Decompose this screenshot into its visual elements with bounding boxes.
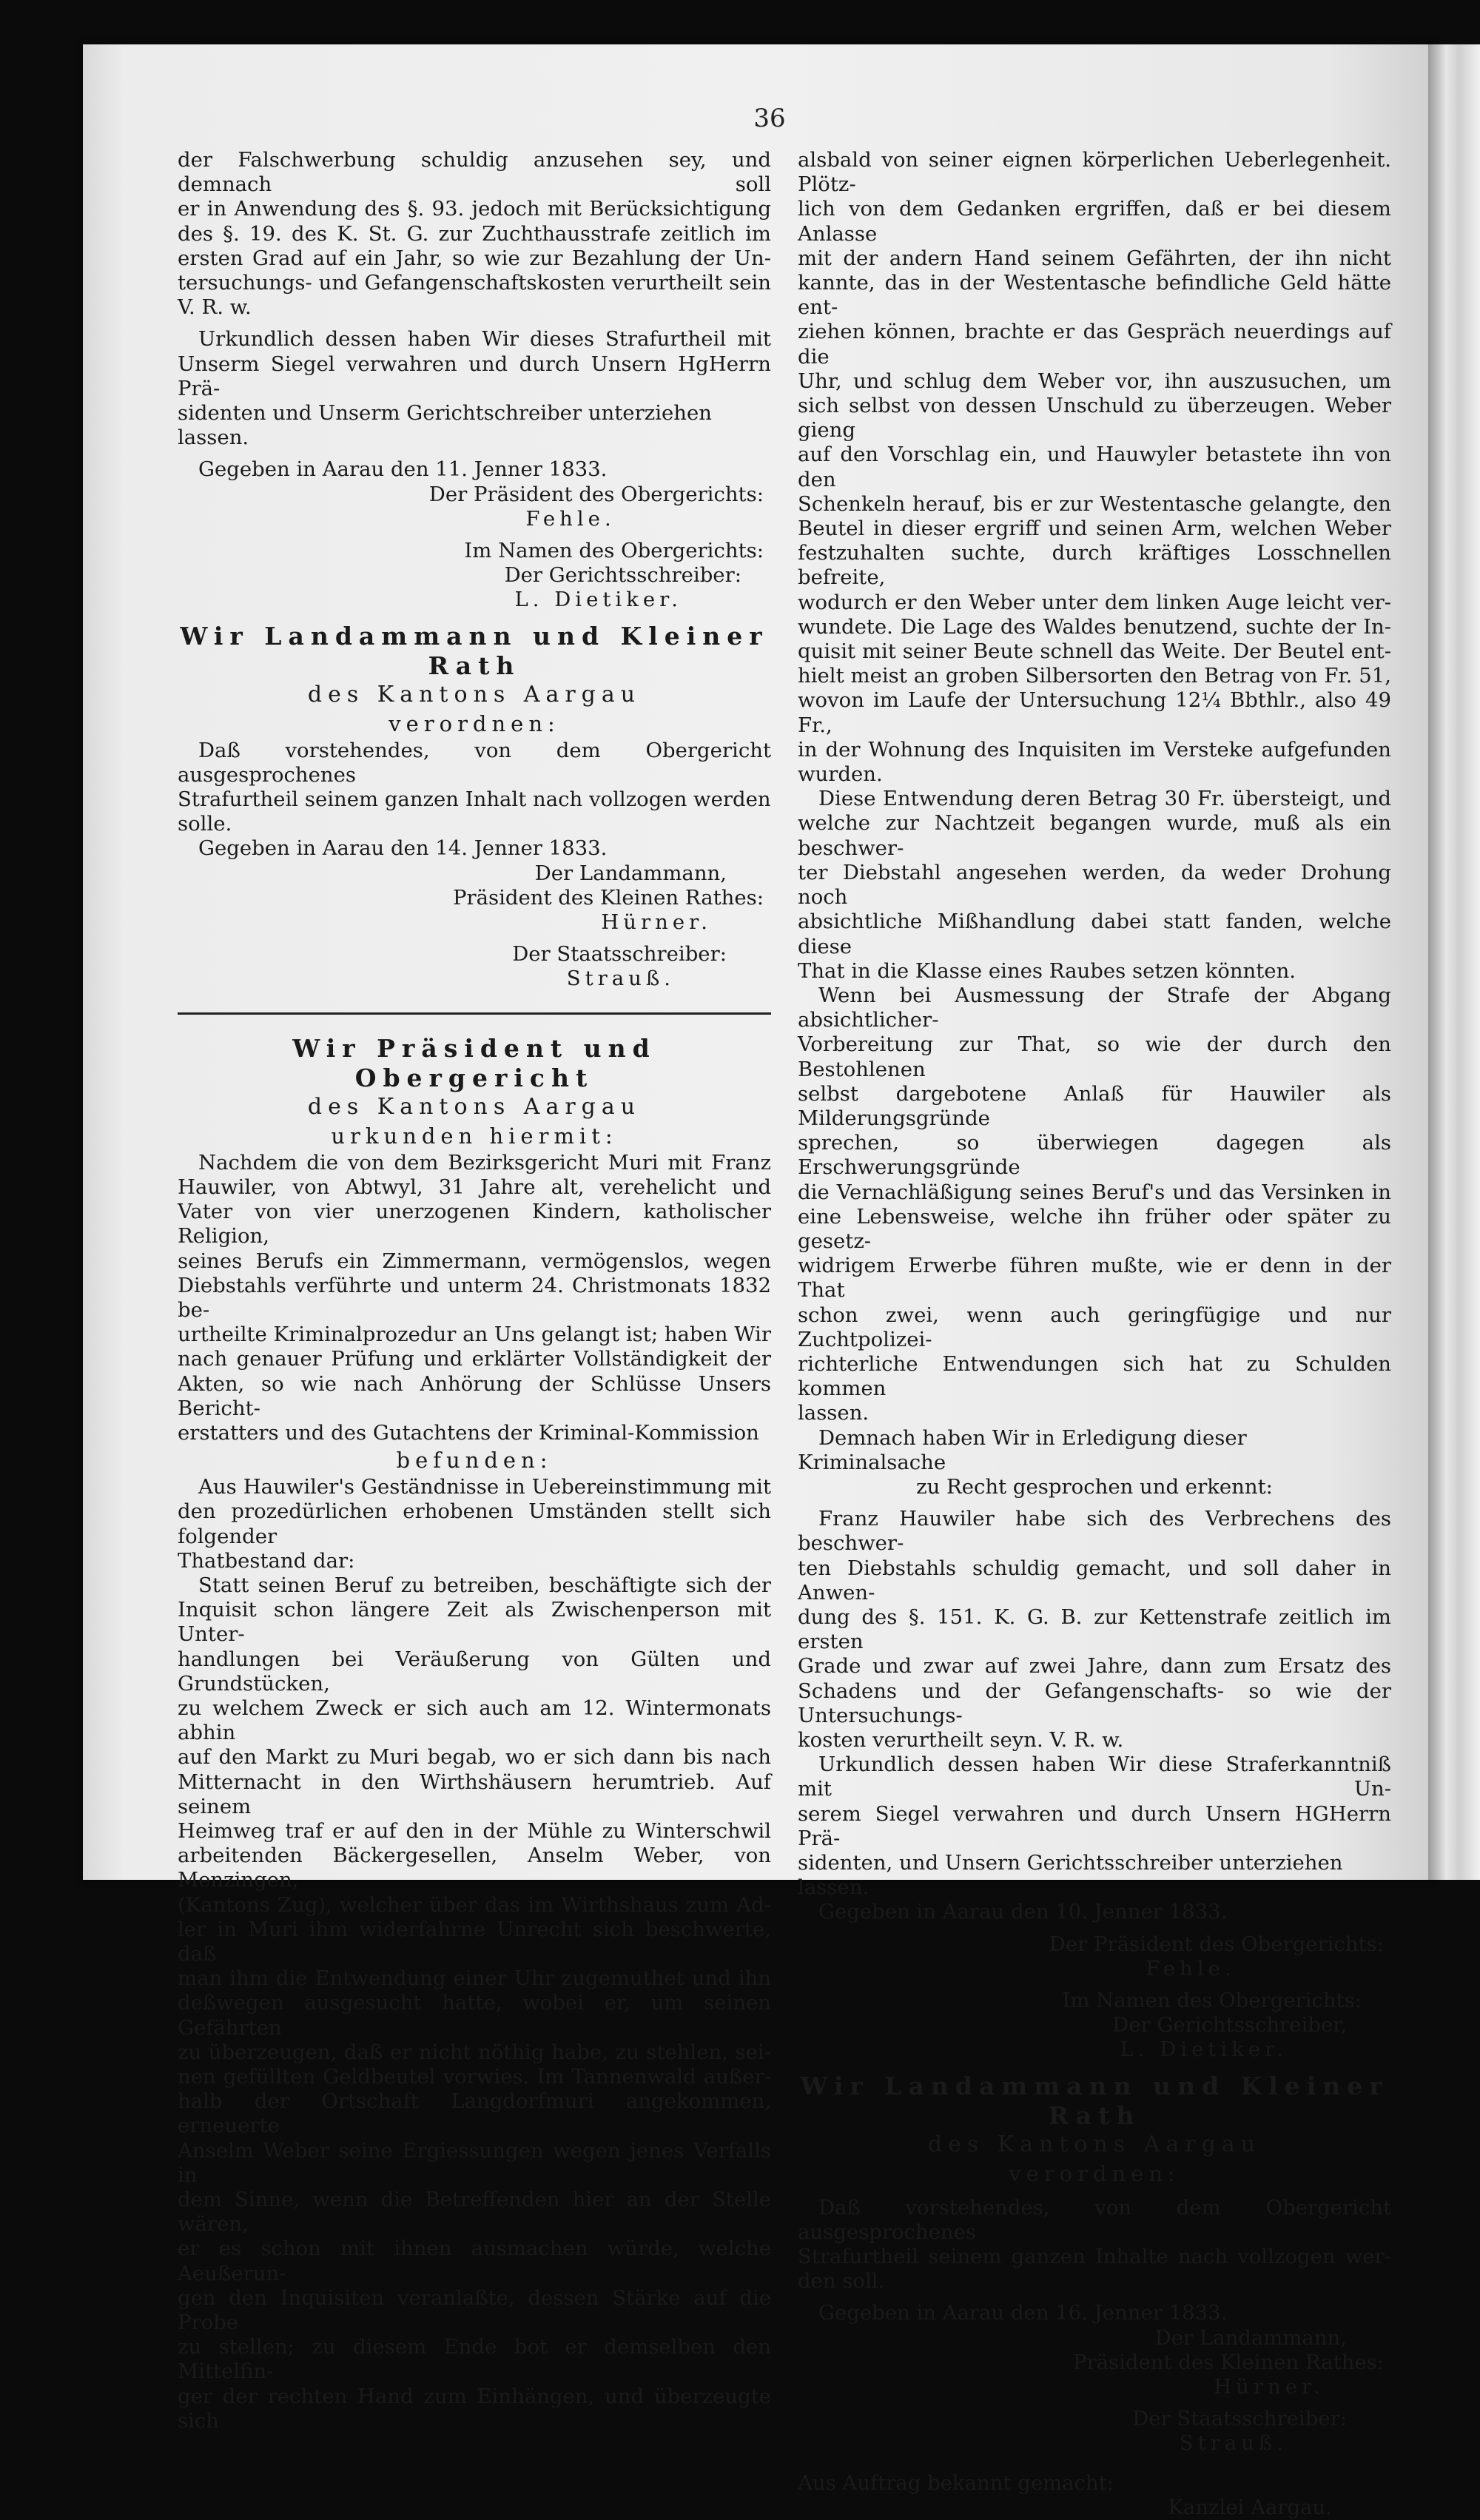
text-line: in der Wohnung des Inquisiten im Versteke aufgefunden [798,737,1391,762]
president-name: Fehle. [1146,1956,1236,1980]
text-line: serem Siegel verwahren und durch Unsern HGHerrn Prä- [798,1801,1391,1850]
text-line: Diese Entwendung deren Betrag 30 Fr. übersteigt, und [818,787,1391,811]
text-line: schon zwei, wenn auch geringfügige und nur Zuchtpolizei- [798,1303,1391,1351]
chancellery-name: Kanzlei Aargau. [1168,2495,1332,2519]
text-line: sidenten, und Unsern Gerichtsschreiber unterziehen lassen. [798,1851,1343,1900]
section-divider [178,1012,771,1015]
text-line: hielt meist an groben Silbersorten den Betrag von Fr. 51, [798,664,1391,688]
text-line: ersten Grad auf ein Jahr, so wie zur Bezahlung der Un- [178,246,771,270]
findings-heading: befunden: [396,1448,553,1474]
text-line: Unserm Siegel verwahren und durch Unsern HgHerrn Prä- [178,352,771,400]
text-line: zu stellen; zu diesem Ende bot er demselben den Mittelfin- [178,2335,771,2384]
text-line: That in die Klasse eines Raubes setzen könnten. [798,958,1296,983]
president-label: Der Präsident des Obergerichts: [1049,1932,1384,1956]
text-line: nach genauer Prüfung und erklärter Vollständigkeit der [178,1347,771,1371]
text-line: wurden. [798,762,883,787]
page-number: 36 [753,104,786,133]
text-line: zu überzeugen, daß er nicht nöthig habe, zu stehlen, sei- [178,2040,771,2064]
franz-paragraph [798,1507,1391,1753]
text-line: widrigem Erwerbe führen mußte, wie er denn in der That [798,1254,1391,1303]
court-decree-heading: urkunden hiermit: [331,1123,618,1149]
text-line: Strafurtheil seinem ganzen Inhalte nach vollzogen wer- [798,2245,1391,2269]
text-line: Mitternacht in den Wirthshäusern herumtrieb. Auf seinem [178,1770,771,1818]
left-column [178,148,771,2433]
on-behalf-label: Im Namen des Obergerichts: [464,539,764,563]
text-line: arbeitenden Bäckergesellen, Anselm Weber, von Menzingen, [178,1844,771,1892]
landammann-title: Präsident des Kleinen Rathes: [1072,2350,1384,2374]
text-line: Diebstahls verführte und unterm 24. Christmonats 1832 be- [178,1273,771,1322]
text-line: alsbald von seiner eignen körperlichen Ueberlegenheit. Plötz- [798,148,1391,197]
clerk-name: L. Dietiker. [514,588,682,612]
text-line: Schadens und der Gefangenschafts- so wie der Untersuchungs- [798,1679,1391,1727]
aus-paragraph [178,1475,771,1573]
right-column [798,148,1391,2520]
text-line: nen gefüllten Geldbeutel vorwies. Im Tannenwald außer- [178,2065,771,2089]
text-line: auf den Vorschlag ein, und Hauwyler betastete ihn von den [798,443,1391,491]
text-line: ler in Muri ihm widerfahrne Unrecht sich beschwerte, daß [178,1917,771,1966]
text-line: des §. 19. des K. St. G. zur Zuchthausstrafe zeitlich im [178,221,771,246]
text-line: handlungen bei Veräußerung von Gülten und Grundstücken, [178,1647,771,1696]
text-line: der Falschwerbung schuldig anzusehen sey, und demnach soll [178,148,771,197]
verdict-intro: Demnach haben Wir in Erledigung dieser Kriminalsache [798,1425,1247,1474]
text-line: absichtliche Mißhandlung dabei statt fanden, welche diese [798,910,1391,958]
verdict-heading: zu Recht gesprochen und erkennt: [916,1474,1273,1499]
council-subheading: des Kantons Aargau [927,2131,1262,2157]
text-line: V. R. w. [178,295,252,320]
text-line: Grade und zwar auf zwei Jahre, dann zum Ersatz des [798,1654,1391,1679]
council-decree-heading: verordnen: [388,710,560,736]
council-decree-heading: verordnen: [1009,2160,1180,2186]
council-heading: Wir Landammann und Kleiner Rath [800,2071,1389,2130]
text-line: Franz Hauwiler habe sich des Verbrechens des beschwer- [798,1507,1391,1556]
text-line: Statt seinen Beruf zu betreiben, beschäftigte sich der [198,1573,771,1597]
diese-paragraph [798,787,1391,984]
text-line: Wenn bei Ausmessung der Strafe der Abgang absichtlicher- [798,983,1391,1032]
text-line: Nachdem die von dem Bezirksgericht Muri mit Franz [198,1150,771,1175]
continued-paragraph [798,148,1391,787]
text-line: Daß vorstehendes, von dem Obergericht ausgesprochenes [178,738,771,787]
text-line: Strafurtheil seinem ganzen Inhalt nach vollzogen werden solle. [178,787,771,836]
text-line: wovon im Laufe der Untersuchung 12¼ Bbthlr., also 49 Fr., [798,688,1391,737]
clerk-name: L. Dietiker. [1120,2037,1288,2062]
clerk-label: Der Gerichtsschreiber: [504,563,741,588]
intro-paragraph [178,148,771,320]
on-behalf-label: Im Namen des Obergerichts: [1062,1989,1362,2013]
text-line: Daß vorstehendes, von dem Obergericht ausgesprochenes [798,2195,1391,2244]
text-line: quisit mit seiner Beute schnell das Weite. Der Beutel ent- [798,639,1391,664]
text-line: ten Diebstahls schuldig gemacht, und soll daher in Anwen- [798,1556,1391,1605]
text-line: lassen. [798,1401,870,1425]
text-line: die Vernachläßigung seines Beruf's und das Versinken in [798,1180,1391,1204]
text-line: Thatbestand dar: [178,1548,355,1573]
text-line: auf den Markt zu Muri begab, wo er sich dann bis nach [178,1745,771,1770]
president-name: Fehle. [525,506,616,531]
text-line: Uhr, und schlug dem Weber vor, ihn auszusuchen, um [798,369,1391,393]
text-line: kosten verurtheilt seyn. V. R. w. [798,1728,1124,1752]
state-secretary-name: Strauß. [566,967,675,991]
text-line: Hauwiler, von Abtwyl, 31 Jahre alt, verehelicht und [178,1175,771,1199]
landammann-name: Hürner. [601,910,712,935]
council-heading: Wir Landammann und Kleiner Rath [180,621,769,680]
text-line: Urkundlich dessen haben Wir dieses Strafurtheil mit [198,327,771,352]
text-line: mit der andern Hand seinem Gefährten, der ihn nicht [798,246,1391,270]
president-label: Der Präsident des Obergerichts: [428,482,764,506]
text-line: lich von dem Gedanken ergriffen, daß er bei diesem Anlasse [798,197,1391,246]
text-line: (Kantons Zug), welcher über das im Wirthshaus zum Ad- [178,1892,771,1917]
text-line: kannte, das in der Westentasche befindliche Geld hätte ent- [798,271,1391,320]
text-line: sich selbst von dessen Unschuld zu überzeugen. Weber gieng [798,394,1391,443]
given-date: Gegeben in Aarau den 14. Jenner 1833. [198,836,608,861]
court-subheading: des Kantons Aargau [307,1093,642,1120]
text-line: Aus Hauwiler's Geständnisse in Uebereinstimmung mit [198,1475,771,1499]
text-line: den soll. [798,2269,885,2294]
statt-paragraph [178,1573,771,2433]
text-line: er es schon mit ihnen ausmachen würde, welche Aeußerun- [178,2237,771,2285]
text-line: selbst dargebotene Anlaß für Hauwiler als Milderungsgründe [798,1081,1391,1130]
text-line: wodurch er den Weber unter dem linken Auge leicht ver- [798,590,1391,614]
court-heading: Wir Präsident und Obergericht [292,1033,656,1092]
landammann-name: Hürner. [1214,2375,1325,2399]
landammann-label: Der Landammann, [1154,2325,1347,2350]
text-line: den prozedürlichen erhobenen Umständen stellt sich folgender [178,1499,771,1548]
text-line: Urkundlich dessen haben Wir diese Straferkanntniß mit Un- [798,1753,1391,1801]
text-line: man ihm die Entwendung einer Uhr zugemuthet und ihn [178,1966,771,1991]
text-line: festzuhalten suchte, durch kräftiges Losschnellen befreite, [798,541,1391,590]
text-line: Inquisit schon längere Zeit als Zwischenperson mit Unter- [178,1598,771,1647]
wenn-paragraph [798,984,1391,1426]
landammann-label: Der Landammann, [534,861,727,885]
text-line: richterliche Entwendungen sich hat zu Schulden kommen [798,1351,1391,1401]
text-line: ziehen können, brachte er das Gespräch neuerdings auf die [798,320,1391,369]
text-line: ter Diebstahl angesehen werden, da weder Drohung noch [798,860,1391,910]
clerk-label: Der Gerichtsschreiber, [1112,2013,1347,2037]
council-paragraph [798,2196,1391,2294]
text-line: welche zur Nachtzeit begangen wurde, muß als ein beschwer- [798,811,1391,860]
text-line: Anselm Weber seine Ergiessungen wegen jenes Verfalls in [178,2138,771,2187]
state-secretary-label: Der Staatsschreiber: [1132,2407,1347,2431]
council-paragraph [178,739,771,837]
text-line: deßwegen ausgesucht hatte, wobei er, um seinen Gefährten [178,1991,771,2040]
given-date: Gegeben in Aarau den 16. Jenner 1833. [818,2301,1228,2325]
text-line: Vater von vier unerzogenen Kindern, katholischer Religion, [178,1200,771,1249]
landammann-title: Präsident des Kleinen Rathes: [452,885,764,910]
given-date: Gegeben in Aarau den 10. Jenner 1833. [818,1900,1228,1924]
text-line: gen den Inquisiten veranlaßte, dessen Stärke auf die Probe [178,2285,771,2335]
state-secretary-name: Strauß. [1179,2431,1288,2456]
text-line: halb der Ortschaft Langdorfmuri angekommen, erneuerte [178,2089,771,2138]
text-line: Heimweg traf er auf den in der Mühle zu Winterschwil [178,1818,771,1843]
text-line: wundete. Die Lage des Waldes benutzend, suchte der In- [798,614,1391,639]
council-subheading: des Kantons Aargau [307,681,642,708]
text-line: zu welchem Zweck er sich auch am 12. Wintermonats abhin [178,1696,771,1745]
urkund-paragraph [178,327,771,450]
commission-note: Aus Auftrag bekannt gemacht: [798,2470,1114,2495]
text-line: sprechen, so überwiegen dagegen als Erschwerungsgründe [798,1131,1391,1180]
text-line: tersuchungs- und Gefangenschaftskosten verurtheilt sein [178,271,771,295]
text-line: sidenten und Unserm Gerichtschreiber unterziehen lassen. [178,401,712,450]
text-line: er in Anwendung des §. 93. jedoch mit Berücksichtigung [178,197,771,221]
text-line: Beutel in dieser ergriff und seinen Arm, welchen Weber [798,517,1391,541]
state-secretary-label: Der Staatsschreiber: [512,942,727,967]
text-line: Vorbereitung zur That, so wie der durch den Bestohlenen [798,1032,1391,1081]
text-line: Akten, so wie nach Anhörung der Schlüsse Unsers Bericht- [178,1371,771,1420]
text-line: ger der rechten Hand zum Einhängen, und überzeugte sich [178,2384,771,2433]
text-line: Schenkeln herauf, bis er zur Westentasche gelangte, den [798,491,1391,516]
nachdem-paragraph [178,1151,771,1445]
next-page-edge [1428,44,1480,1880]
urkund-paragraph [798,1753,1391,1900]
text-line: dung des §. 151. K. G. B. zur Kettenstrafe zeitlich im ersten [798,1605,1391,1654]
text-line: dem Sinne, wenn die Betreffenden hier an der Stelle wären, [178,2188,771,2237]
text-line: eine Lebensweise, welche ihn früher oder später zu gesetz- [798,1204,1391,1253]
text-line: seines Berufs ein Zimmermann, vermögenslos, wegen [178,1249,771,1273]
given-date: Gegeben in Aarau den 11. Jenner 1833. [198,457,608,482]
text-line: erstatters und des Gutachtens der Kriminal-Kommission [178,1420,759,1445]
text-line: urtheilte Kriminalprozedur an Uns gelangt ist; haben Wir [178,1323,771,1347]
